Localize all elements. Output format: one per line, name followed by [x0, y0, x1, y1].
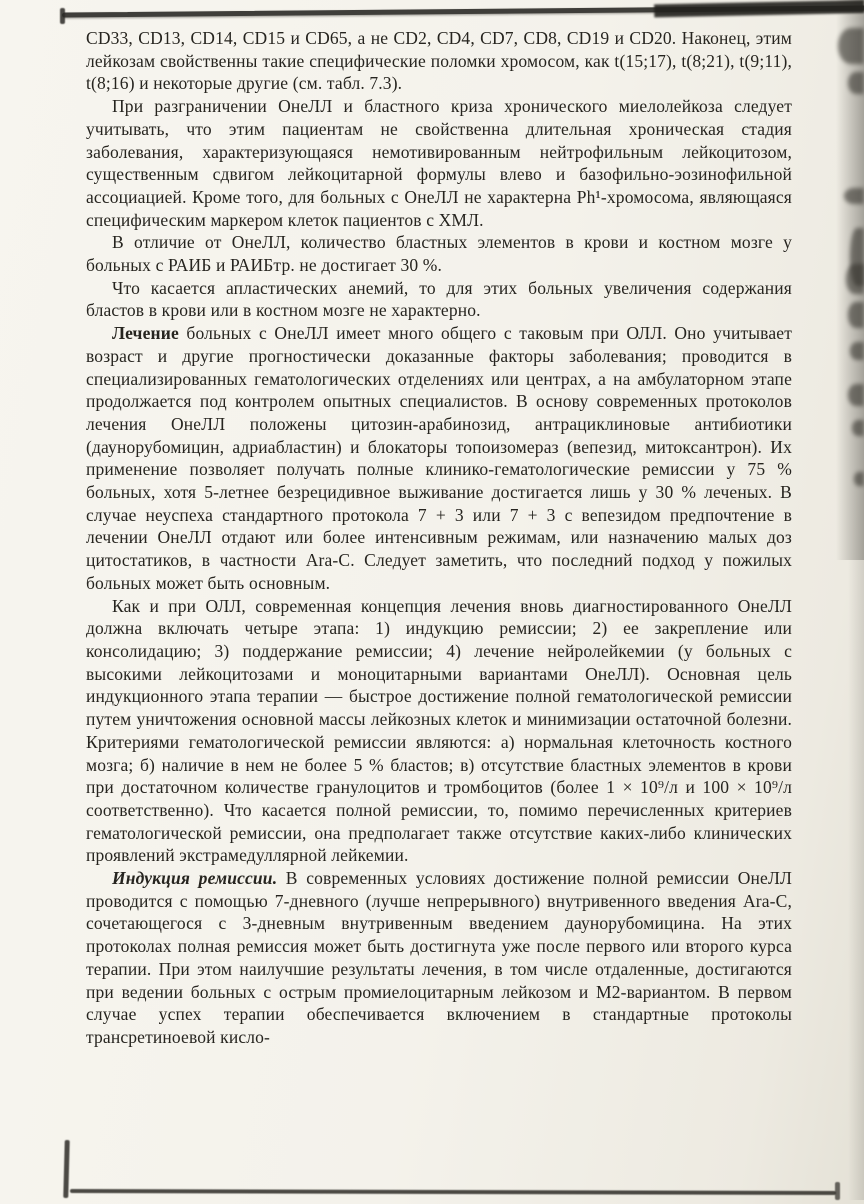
paragraph-lead: Индукция ремиссии. [112, 868, 278, 889]
page-text [86, 27, 792, 1049]
scan-artifact-smudge [850, 342, 864, 360]
paragraph: Лечение больных с ОнеЛЛ имеет много общего с таковым при ОЛЛ. Оно учитывает возраст и другие прогностически доказанные факторы заболевания; проводится в специализированных гематологических отделениях или центрах, а на амбулаторном этапе продолжается под контролем опытных специалистов. В основу современных протоколов лечения ОнеЛЛ положены цитозин-арабинозид, антрациклиновые антибиотики (даунорубомицин, адриабластин) и блокаторы топоизомераз (вепезид, митоксантрон). Их применение позволяет получать полные клинико-гематологические ремиссии у 75 % больных, хотя 5-летнее безрецидивное выживание достигается лишь у 30 % леченых. В случае неуспеха стандартного протокола 7 + 3 или 7 + 3 с вепезидом предпочтение в лечении ОнеЛЛ отдают или более интенсивным режимам, или назначению малых доз цитостатиков, в частности Ara-C. Следует заметить, что последний подход у пожилых больных может быть основным. [86, 323, 792, 593]
scan-artifact-smudge [846, 264, 864, 294]
scan-artifact-smudge [848, 384, 864, 406]
paragraph: Индукция ремиссии. В современных условиях достижение полной ремиссии ОнеЛЛ проводится с помощью 7-дневного (лучше непрерывного) внутривенного введения Ara-C, сочетающегося с 3-дневным внутривенным введением даунорубомицина. На этих протоколах полная ремиссия может быть достигнута уже после первого или второго курса терапии. При этом наилучшие результаты лечения, в том числе отдаленные, достигаются при ведении больных с острым промиелоцитарным лейкозом и М2-вариантом. В первом случае успех терапии обеспечивается включением в стандартные протоколы трансретиноевой кисло- [86, 868, 792, 1047]
paragraph: CD33, CD13, CD14, CD15 и CD65, а не CD2, CD4, CD7, CD8, CD19 и CD20. Наконец, этим лейкозам свойственны такие специфические поломки хромосом, как t(15;17), t(8;21), t(9;11), t(8;16) и некоторые другие (см. табл. 7.3). [86, 28, 792, 94]
paragraph: Как и при ОЛЛ, современная концепция лечения вновь диагностированного ОнеЛЛ должна включать четыре этапа: 1) индукцию ремиссии; 2) ее закрепление или консолидацию; 3) поддержание ремиссии; 4) лечение нейролейкемии (у больных с высокими лейкоцитозами и моноцитарными вариантами ОнеЛЛ). Основная цель индукционного этапа терапии — быстрое достижение полной гематологической ремиссии путем уничтожения основной массы лейкозных клеток и минимизации остаточной болезни. Критериями гематологической ремиссии являются: а) нормальная клеточность костного мозга; б) наличие в нем не более 5 % бластов; в) отсутствие бластных элементов в крови при достаточном количестве гранулоцитов и тромбоцитов (более 1 × 10⁹/л и 100 × 10⁹/л соответственно). Что касается полной ремиссии, то, помимо перечисленных критериев гематологической ремиссии, она предполагает также отсутствие каких-либо клинических проявлений экстрамедуллярной лейкемии. [86, 595, 792, 866]
scan-artifact-top-right-band [654, 0, 864, 17]
scan-artifact-right-shadow [836, 0, 864, 560]
scan-artifact-smudge [850, 228, 864, 286]
scan-artifact-smudge [852, 420, 864, 436]
scan-artifact-smudge [844, 188, 864, 204]
paragraph: При разграничении ОнеЛЛ и бластного криза хронического миелолейкоза следует учитывать, что этим пациентам не свойственна длительная хроническая стадия заболевания, характеризующаяся немотивированным нейтрофильным лейкоцитозом, существенным сдвигом лейкоцитарной формулы влево и базофильно-эозинофильной ассоциацией. Кроме того, для больных с ОнеЛЛ не характерна Ph¹-хромосома, являющаяся специфическим маркером клеток пациентов с ХМЛ. [86, 96, 792, 230]
scan-artifact-smudge [854, 472, 864, 486]
scan-artifact-bottom-line [70, 1189, 836, 1195]
scan-artifact-top-left-hook [60, 8, 65, 24]
paragraph-lead: Лечение [112, 323, 179, 344]
scan-artifact-smudge [848, 302, 864, 328]
scan-artifact-smudge [838, 28, 864, 64]
paragraph: В отличие от ОнеЛЛ, количество бластных элементов в крови и костном мозге у больных с РАИБ и РАИБтр. не достигает 30 %. [86, 232, 792, 276]
scan-artifact-right-shadow-lower [848, 560, 864, 1200]
scan-artifact-top-line [62, 5, 864, 17]
scan-artifact-bottom-right-hook [835, 1182, 840, 1200]
paragraph: Что касается апластических анемий, то для этих больных увеличения содержания бластов в крови или в костном мозге не характерно. [86, 277, 792, 321]
scan-artifact-bottom-left-line [63, 1140, 70, 1198]
scan-artifact-smudge [848, 72, 864, 94]
